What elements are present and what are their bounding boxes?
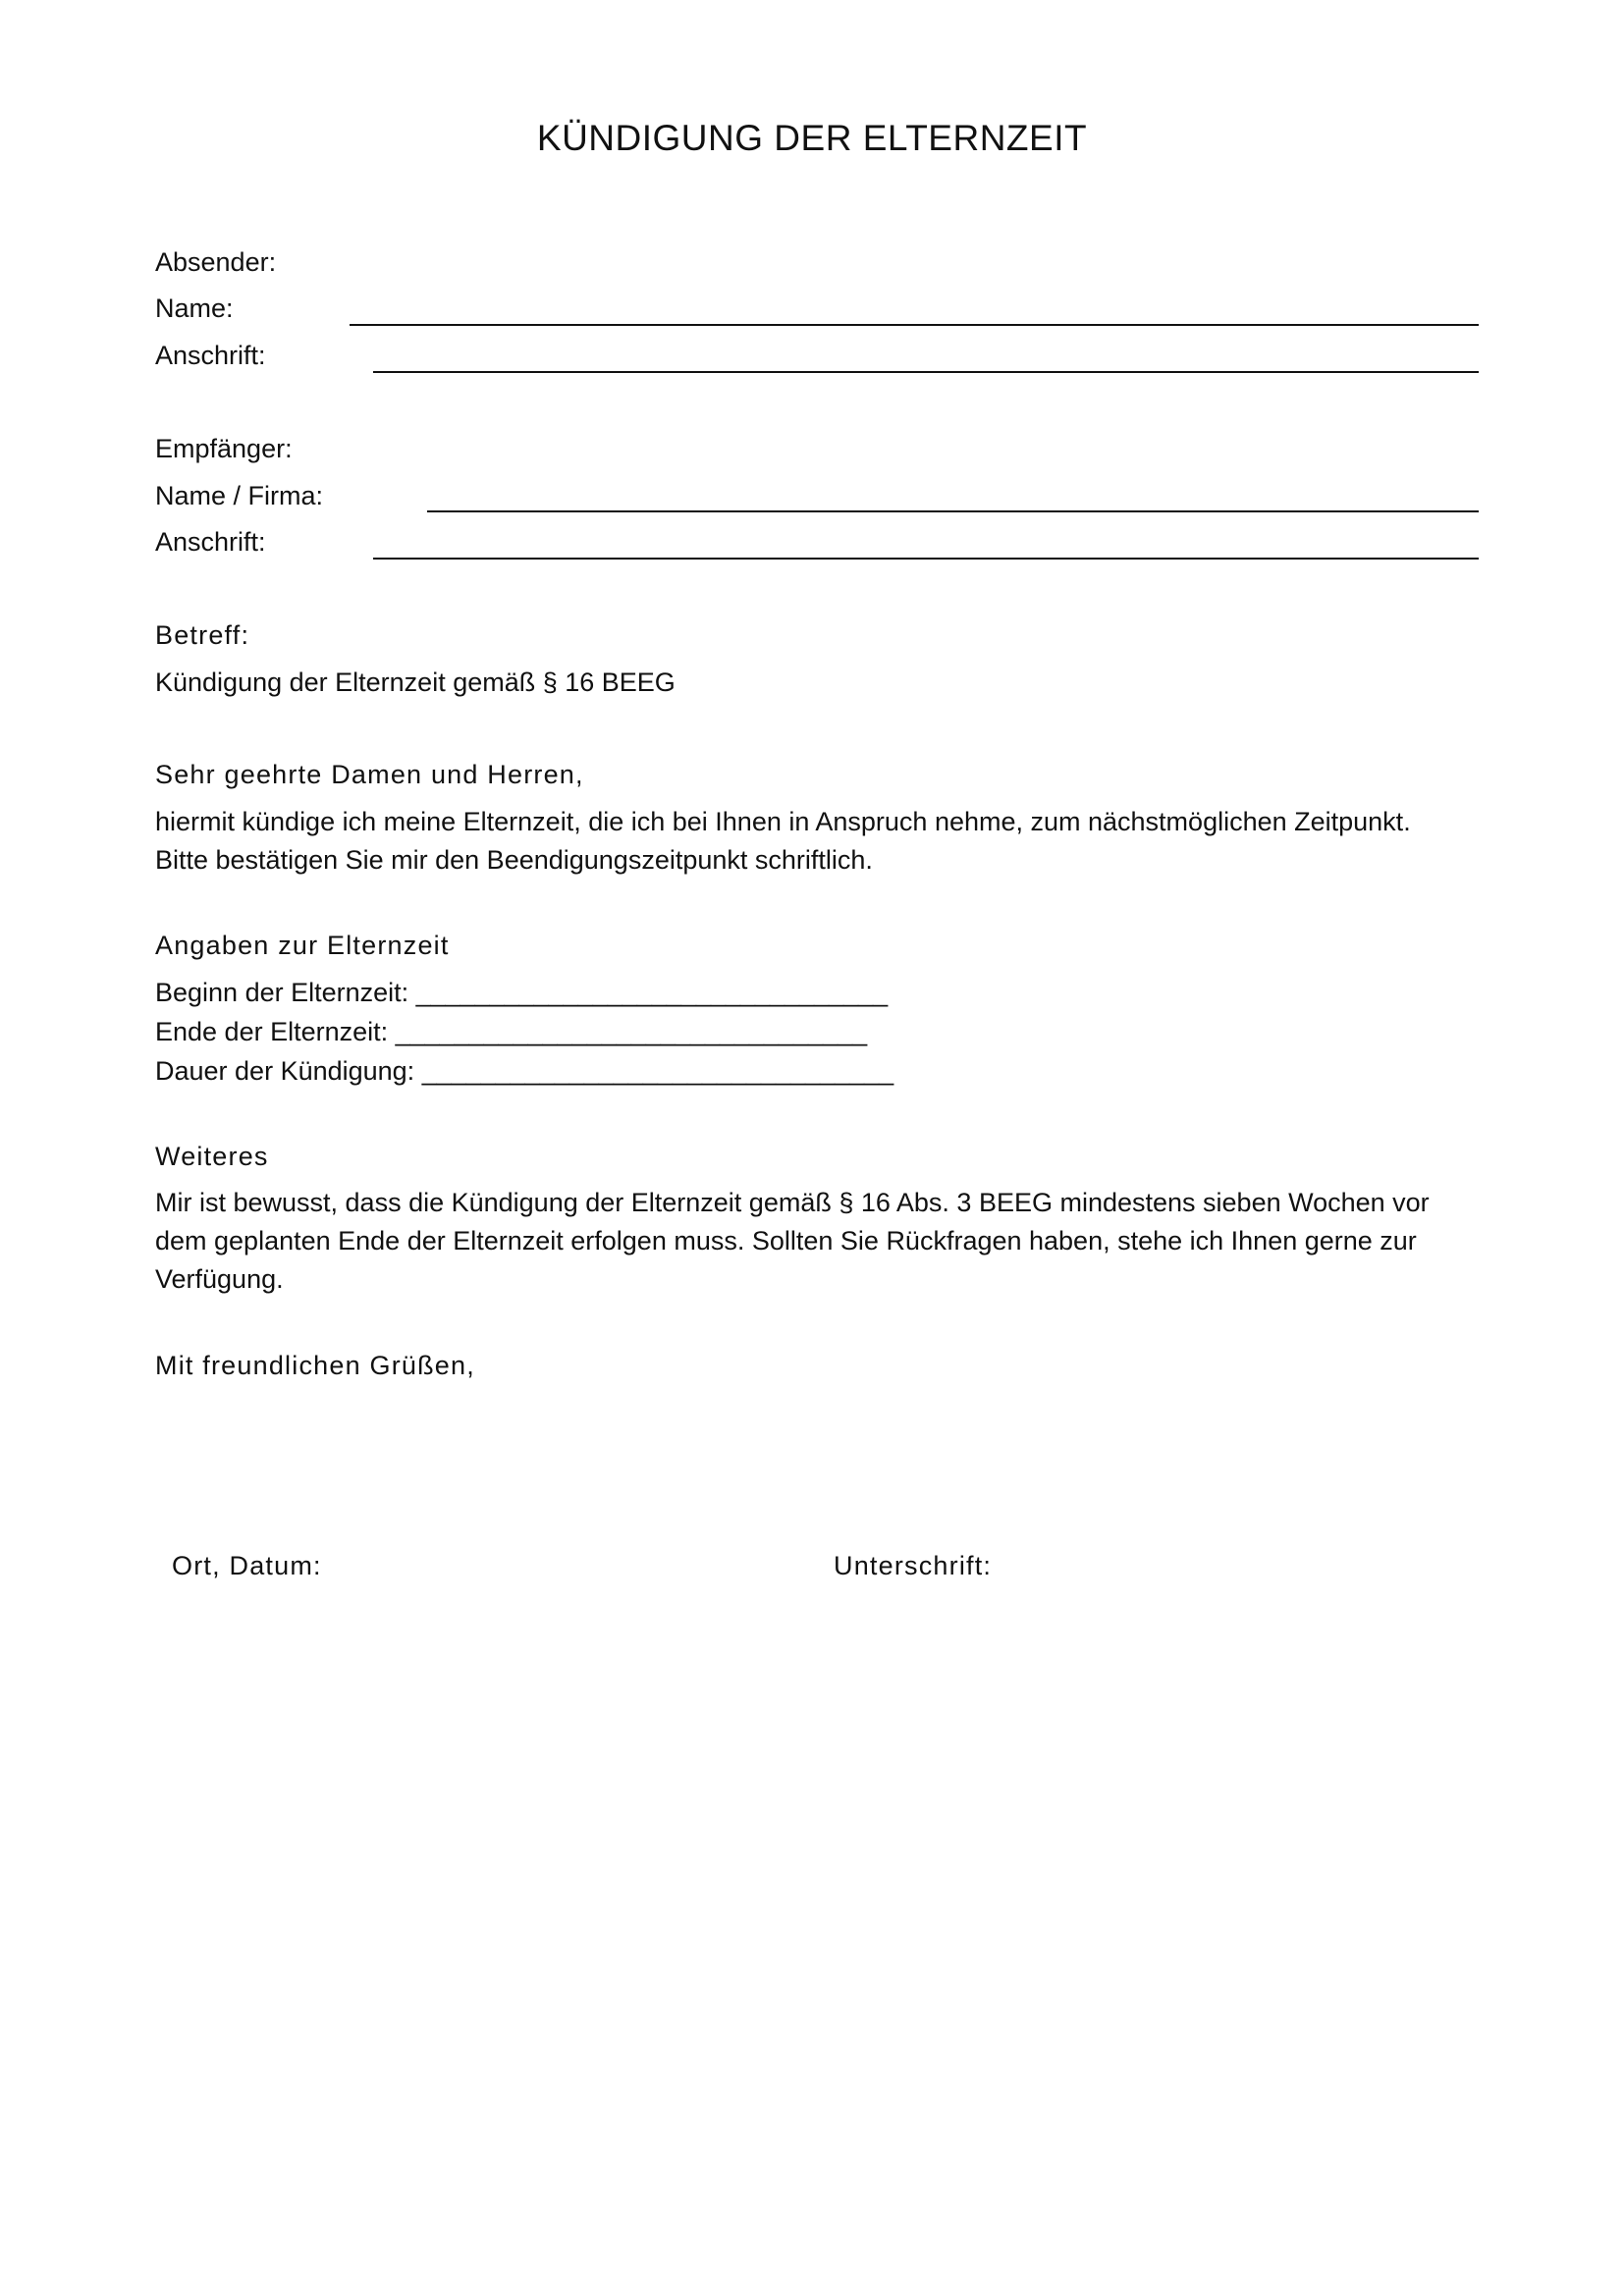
recipient-address-line bbox=[373, 558, 1479, 560]
details-heading: Angaben zur Elternzeit bbox=[155, 931, 450, 960]
salutation: Sehr geehrte Damen und Herren, bbox=[155, 760, 584, 789]
closing: Mit freundlichen Grüßen, bbox=[155, 1351, 475, 1380]
recipient-heading: Empfänger: bbox=[155, 434, 293, 463]
sender-address-line bbox=[373, 371, 1479, 373]
document-title: KÜNDIGUNG DER ELTERNZEIT bbox=[536, 118, 1088, 158]
body-line-2: Bitte bestätigen Sie mir den Beendigungszeitpunkt schriftlich. bbox=[155, 845, 873, 875]
recipient-name-label: Name / Firma: bbox=[155, 481, 324, 510]
details-end-line: Ende der Elternzeit: ________________________________ bbox=[155, 1017, 868, 1046]
subject-heading: Betreff: bbox=[155, 620, 250, 650]
place-date-label: Ort, Datum: bbox=[172, 1551, 322, 1580]
sender-name-label: Name: bbox=[155, 294, 234, 323]
subject-text: Kündigung der Elternzeit gemäß § 16 BEEG bbox=[155, 667, 676, 697]
sender-name-line bbox=[350, 324, 1479, 326]
recipient-address-label: Anschrift: bbox=[155, 527, 266, 557]
recipient-name-line bbox=[427, 510, 1479, 512]
further-heading: Weiteres bbox=[155, 1142, 269, 1171]
sender-address-label: Anschrift: bbox=[155, 341, 266, 370]
body-line-1: hiermit kündige ich meine Elternzeit, die ich bei Ihnen in Anspruch nehme, zum nächstmöglichen Zeitpunkt. bbox=[155, 807, 1411, 836]
further-text: Mir ist bewusst, dass die Kündigung der Elternzeit gemäß § 16 Abs. 3 BEEG mindestens sieben Wochen vor dem geplanten Ende der Elternzeit erfolgen muss. Sollten Sie Rückfragen haben, stehe ich Ihnen gerne zur Verfügung. bbox=[155, 1188, 1430, 1294]
details-start-line: Beginn der Elternzeit: ________________________________ bbox=[155, 978, 889, 1007]
sender-heading: Absender: bbox=[155, 247, 277, 277]
signature-label: Unterschrift: bbox=[834, 1551, 993, 1580]
details-duration-line: Dauer der Kündigung: ________________________________ bbox=[155, 1056, 894, 1086]
